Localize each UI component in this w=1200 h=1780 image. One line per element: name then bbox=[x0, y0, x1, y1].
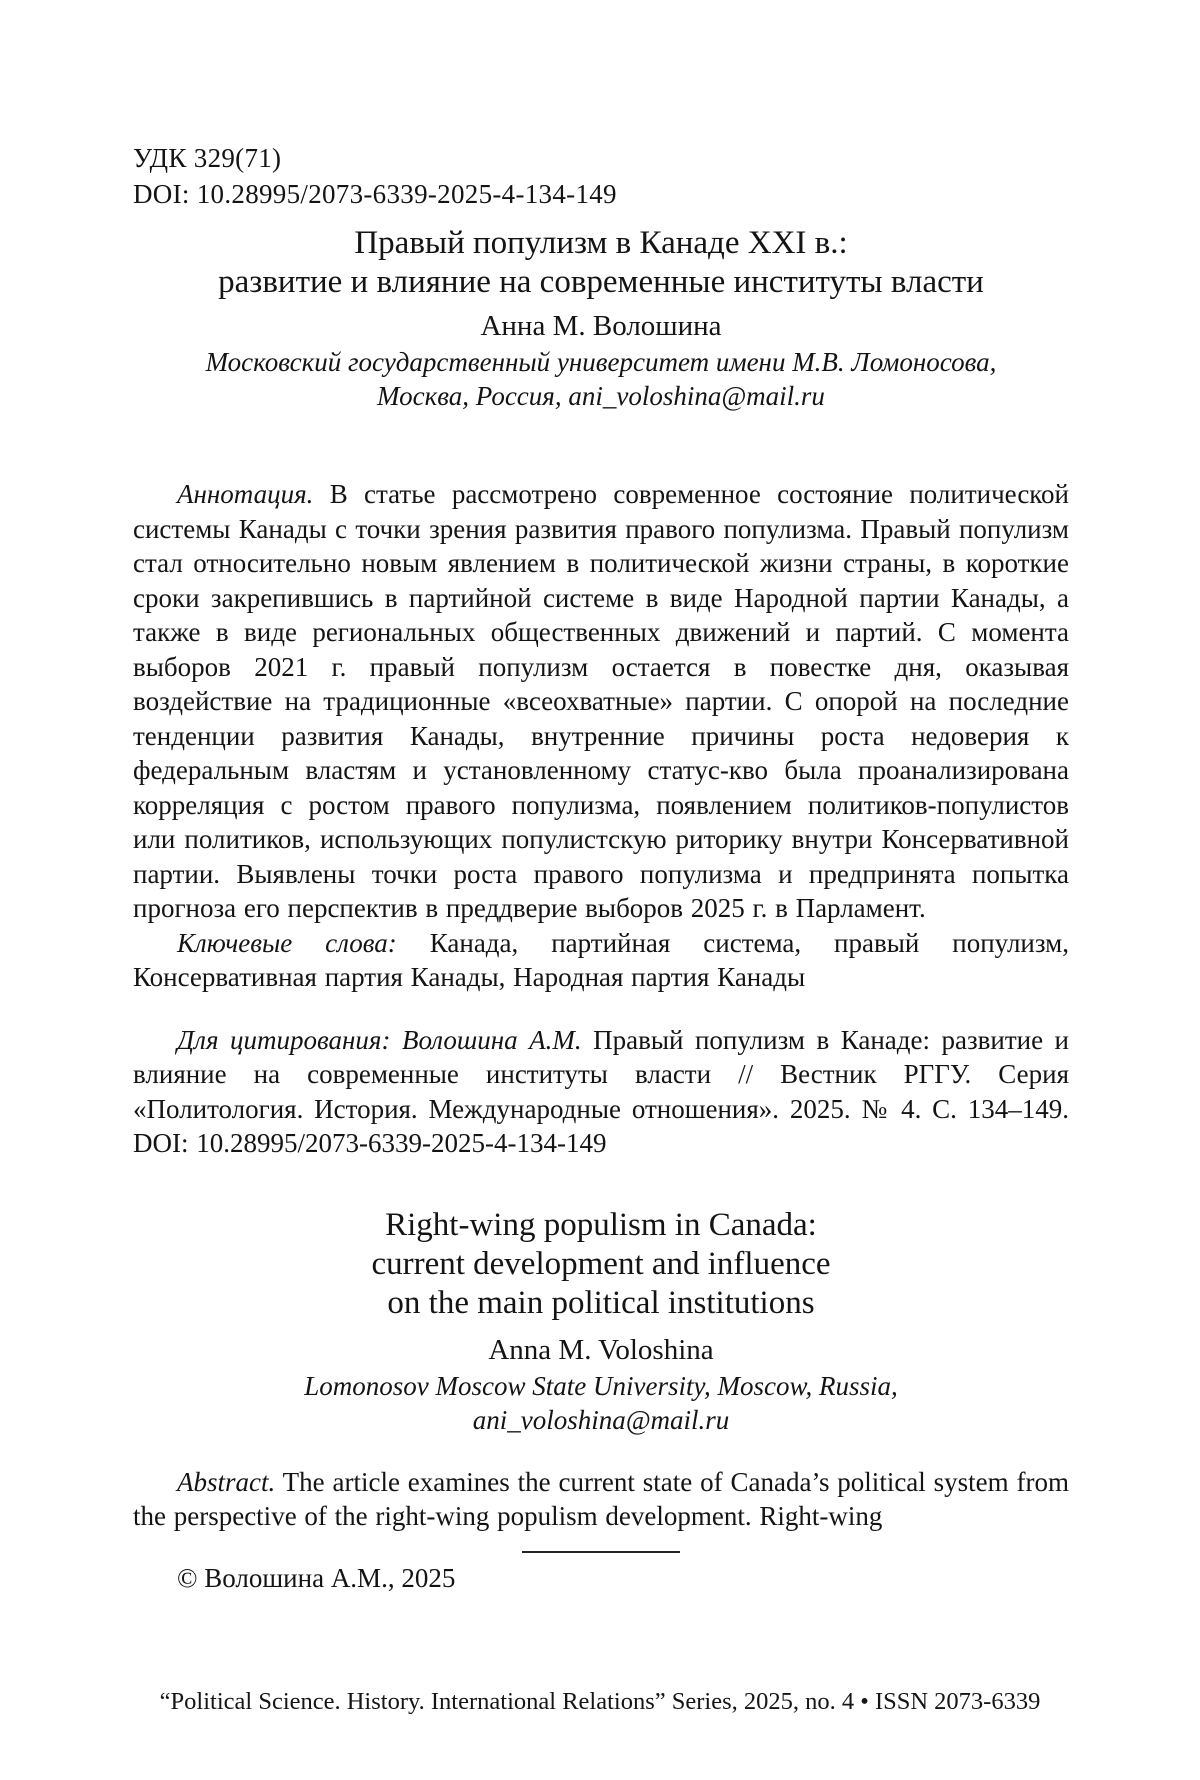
abstract-ru-label: Аннотация. bbox=[177, 479, 314, 509]
article-title-ru-line1: Правый популизм в Канаде XXI в.: bbox=[354, 225, 848, 261]
citation-label: Для цитирования: bbox=[177, 1024, 391, 1055]
affiliation-en-line2: ani_voloshina@mail.ru bbox=[472, 1404, 730, 1435]
affiliation-ru bbox=[133, 345, 1069, 413]
article-title-en-line3: on the main political institutions bbox=[387, 1284, 815, 1321]
article-title-en bbox=[133, 1206, 1069, 1323]
citation-text: Правый популизм в Канаде: развитие и влияние на современные институты власти // Вестник РГГУ. Серия «Политология. История. Международные отношения». 2025. № 4. С. 134–149. DOI: 10.28995/2073-6339-2025-4-134-149 bbox=[133, 1024, 1070, 1158]
abstract-en bbox=[133, 1465, 1069, 1534]
article-title-en-line1: Right-wing populism in Canada: bbox=[385, 1206, 817, 1243]
author-ru: Анна М. Волошина bbox=[480, 310, 722, 342]
keywords-ru-label: Ключевые слова: bbox=[177, 927, 397, 958]
citation-block bbox=[133, 1023, 1069, 1161]
affiliation-en bbox=[133, 1369, 1069, 1437]
doi-line: DOI: 10.28995/2073-6339-2025-4-134-149 bbox=[133, 179, 617, 209]
affiliation-ru-line2: Москва, Россия, ani_voloshina@mail.ru bbox=[377, 381, 825, 411]
affiliation-ru-line1: Московский государственный университет имени М.В. Ломоносова, bbox=[205, 347, 997, 377]
keywords-ru bbox=[133, 926, 1069, 995]
udk-line: УДК 329(71) bbox=[133, 143, 282, 173]
article-first-page bbox=[133, 140, 1069, 1595]
footnote-divider bbox=[522, 1551, 680, 1553]
journal-footer: “Political Science. History. International Relations” Series, 2025, no. 4 • ISSN 2073-6339 bbox=[159, 1688, 1041, 1715]
article-title-ru-line2: развитие и влияние на современные институты власти bbox=[218, 264, 984, 300]
affiliation-en-line1: Lomonosov Moscow State University, Moscow, Russia, bbox=[304, 1370, 898, 1401]
abstract-en-label: Abstract. bbox=[177, 1466, 276, 1497]
abstract-ru-text: В статье рассмотрено современное состояние политической системы Канады с точки зрения развития правого популизма. Правый популизм стал относительно новым явлением в политической жизни страны, в короткие сроки закрепившись в партийной системе в виде Народной партии Канады, а также в виде региональных общественных движений и партий. С момента выборов 2021 г. правый популизм остается в повестке дня, оказывая воздействие на традиционные «всеохватные» партии. С опорой на последние тенденции развития Канады, внутренние причины роста недоверия к федеральным властям и установленному статус-кво была проанализирована корреляция с ростом правого популизма, появлением политиков-популистов или политиков, использующих популистскую риторику внутри Консервативной партии. Выявлены точки роста правого популизма и предпринята попытка прогноза его перспектив в преддверие выборов 2025 г. в Парламент. bbox=[133, 479, 1069, 923]
abstract-ru bbox=[133, 477, 1069, 926]
author-en: Anna M. Voloshina bbox=[488, 1333, 714, 1366]
article-title-ru bbox=[133, 224, 1069, 302]
copyright-note: © Волошина А.М., 2025 bbox=[177, 1562, 456, 1593]
keywords-ru-text: Канада, партийная система, правый популизм, Консервативная партия Канады, Народная партия Канады bbox=[133, 927, 1070, 992]
article-title-en-line2: current development and influence bbox=[371, 1245, 831, 1282]
citation-author: Волошина А.М. bbox=[401, 1024, 582, 1055]
abstract-en-text: The article examines the current state of Canada’s political system from the perspective of the right-wing populism development. Right-wing bbox=[133, 1466, 1069, 1531]
